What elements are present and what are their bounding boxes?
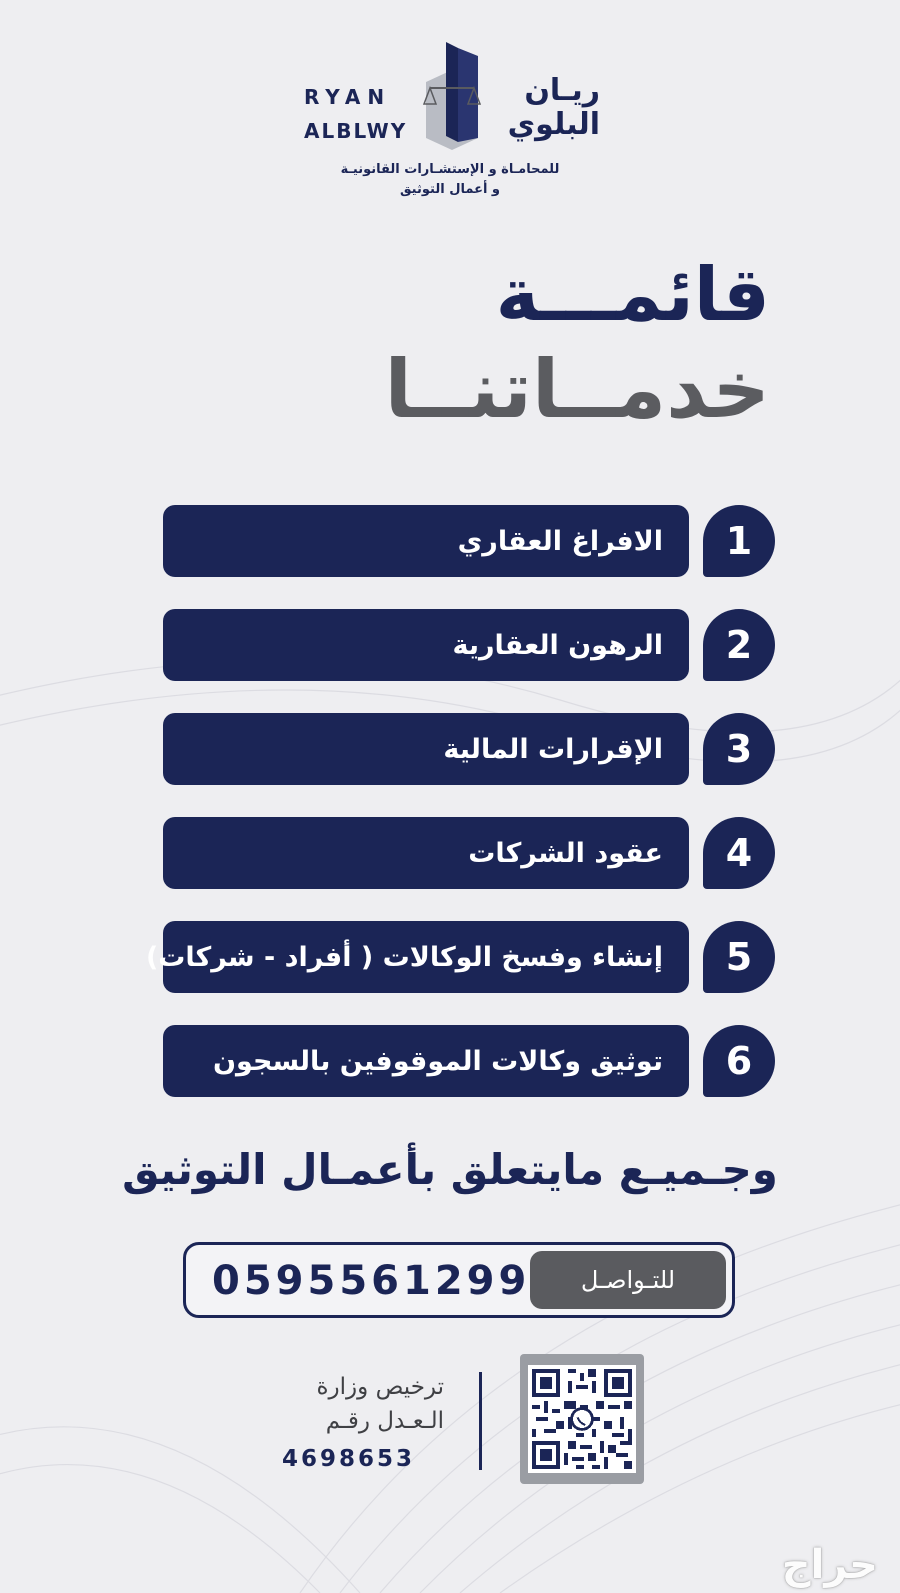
- service-number: 1: [703, 505, 775, 577]
- service-label: الإقرارات المالية: [443, 733, 663, 765]
- contact-label: للتـواصـل: [530, 1251, 726, 1309]
- qr-code[interactable]: [520, 1354, 644, 1484]
- service-number: 3: [703, 713, 775, 785]
- service-item: [163, 1025, 773, 1097]
- service-item: [163, 817, 773, 889]
- brand-name-ar-line2: البلوي: [507, 107, 600, 142]
- qr-code-icon: [528, 1362, 636, 1476]
- brand-subtitle-line1: للمحامـاة و الإستشـارات القانونيـة: [340, 162, 560, 177]
- service-item: [163, 713, 773, 785]
- service-item: [163, 505, 773, 577]
- service-bar: [163, 817, 689, 889]
- service-label: إنشاء وفسخ الوكالات ( أفراد - شركات): [145, 941, 663, 973]
- contact-box[interactable]: [183, 1242, 735, 1318]
- service-item: [163, 609, 773, 681]
- brand-name-ar-line1: ريـان: [524, 73, 600, 108]
- brand-name-en-line1: RYAN: [304, 85, 392, 109]
- service-number: 4: [703, 817, 775, 889]
- headline-title: قائمـــة: [495, 252, 770, 338]
- brand-logo: [300, 40, 600, 200]
- service-label: الافراغ العقاري: [457, 525, 663, 557]
- service-label: الرهون العقارية: [452, 629, 663, 661]
- service-number: 5: [703, 921, 775, 993]
- brand-subtitle: [300, 160, 600, 200]
- license-number: 4698653: [282, 1446, 416, 1472]
- brand-name-en-line2: ALBLWY: [304, 119, 408, 143]
- brand-subtitle-line2: و أعمال التوثيق: [399, 182, 501, 197]
- service-label: توثيق وكالات الموقوفين بالسجون: [213, 1045, 663, 1077]
- service-label: عقود الشركات: [468, 837, 663, 869]
- brand-name-en: [304, 80, 407, 148]
- service-number: 2: [703, 609, 775, 681]
- divider: [479, 1372, 482, 1470]
- license-line2: الـعـدل رقـم: [325, 1408, 444, 1434]
- license-text: [272, 1370, 444, 1438]
- scales-of-justice-icon: [418, 42, 486, 150]
- contact-phone[interactable]: 0595561299: [212, 1258, 531, 1304]
- service-number: 6: [703, 1025, 775, 1097]
- service-bar: [163, 713, 689, 785]
- service-item: [145, 921, 773, 993]
- service-bar: [163, 609, 689, 681]
- service-bar: [163, 505, 689, 577]
- service-bar: [145, 921, 689, 993]
- headline-subtitle: خدمــاتنــا: [384, 343, 770, 436]
- watermark-logo: حراج: [781, 1542, 878, 1588]
- brand-name-ar: [490, 74, 600, 142]
- license-line1: ترخيص وزارة: [316, 1374, 444, 1400]
- tagline: وجـميـع مايتعلق بأعمـال التوثيق: [122, 1145, 778, 1194]
- service-bar: [163, 1025, 689, 1097]
